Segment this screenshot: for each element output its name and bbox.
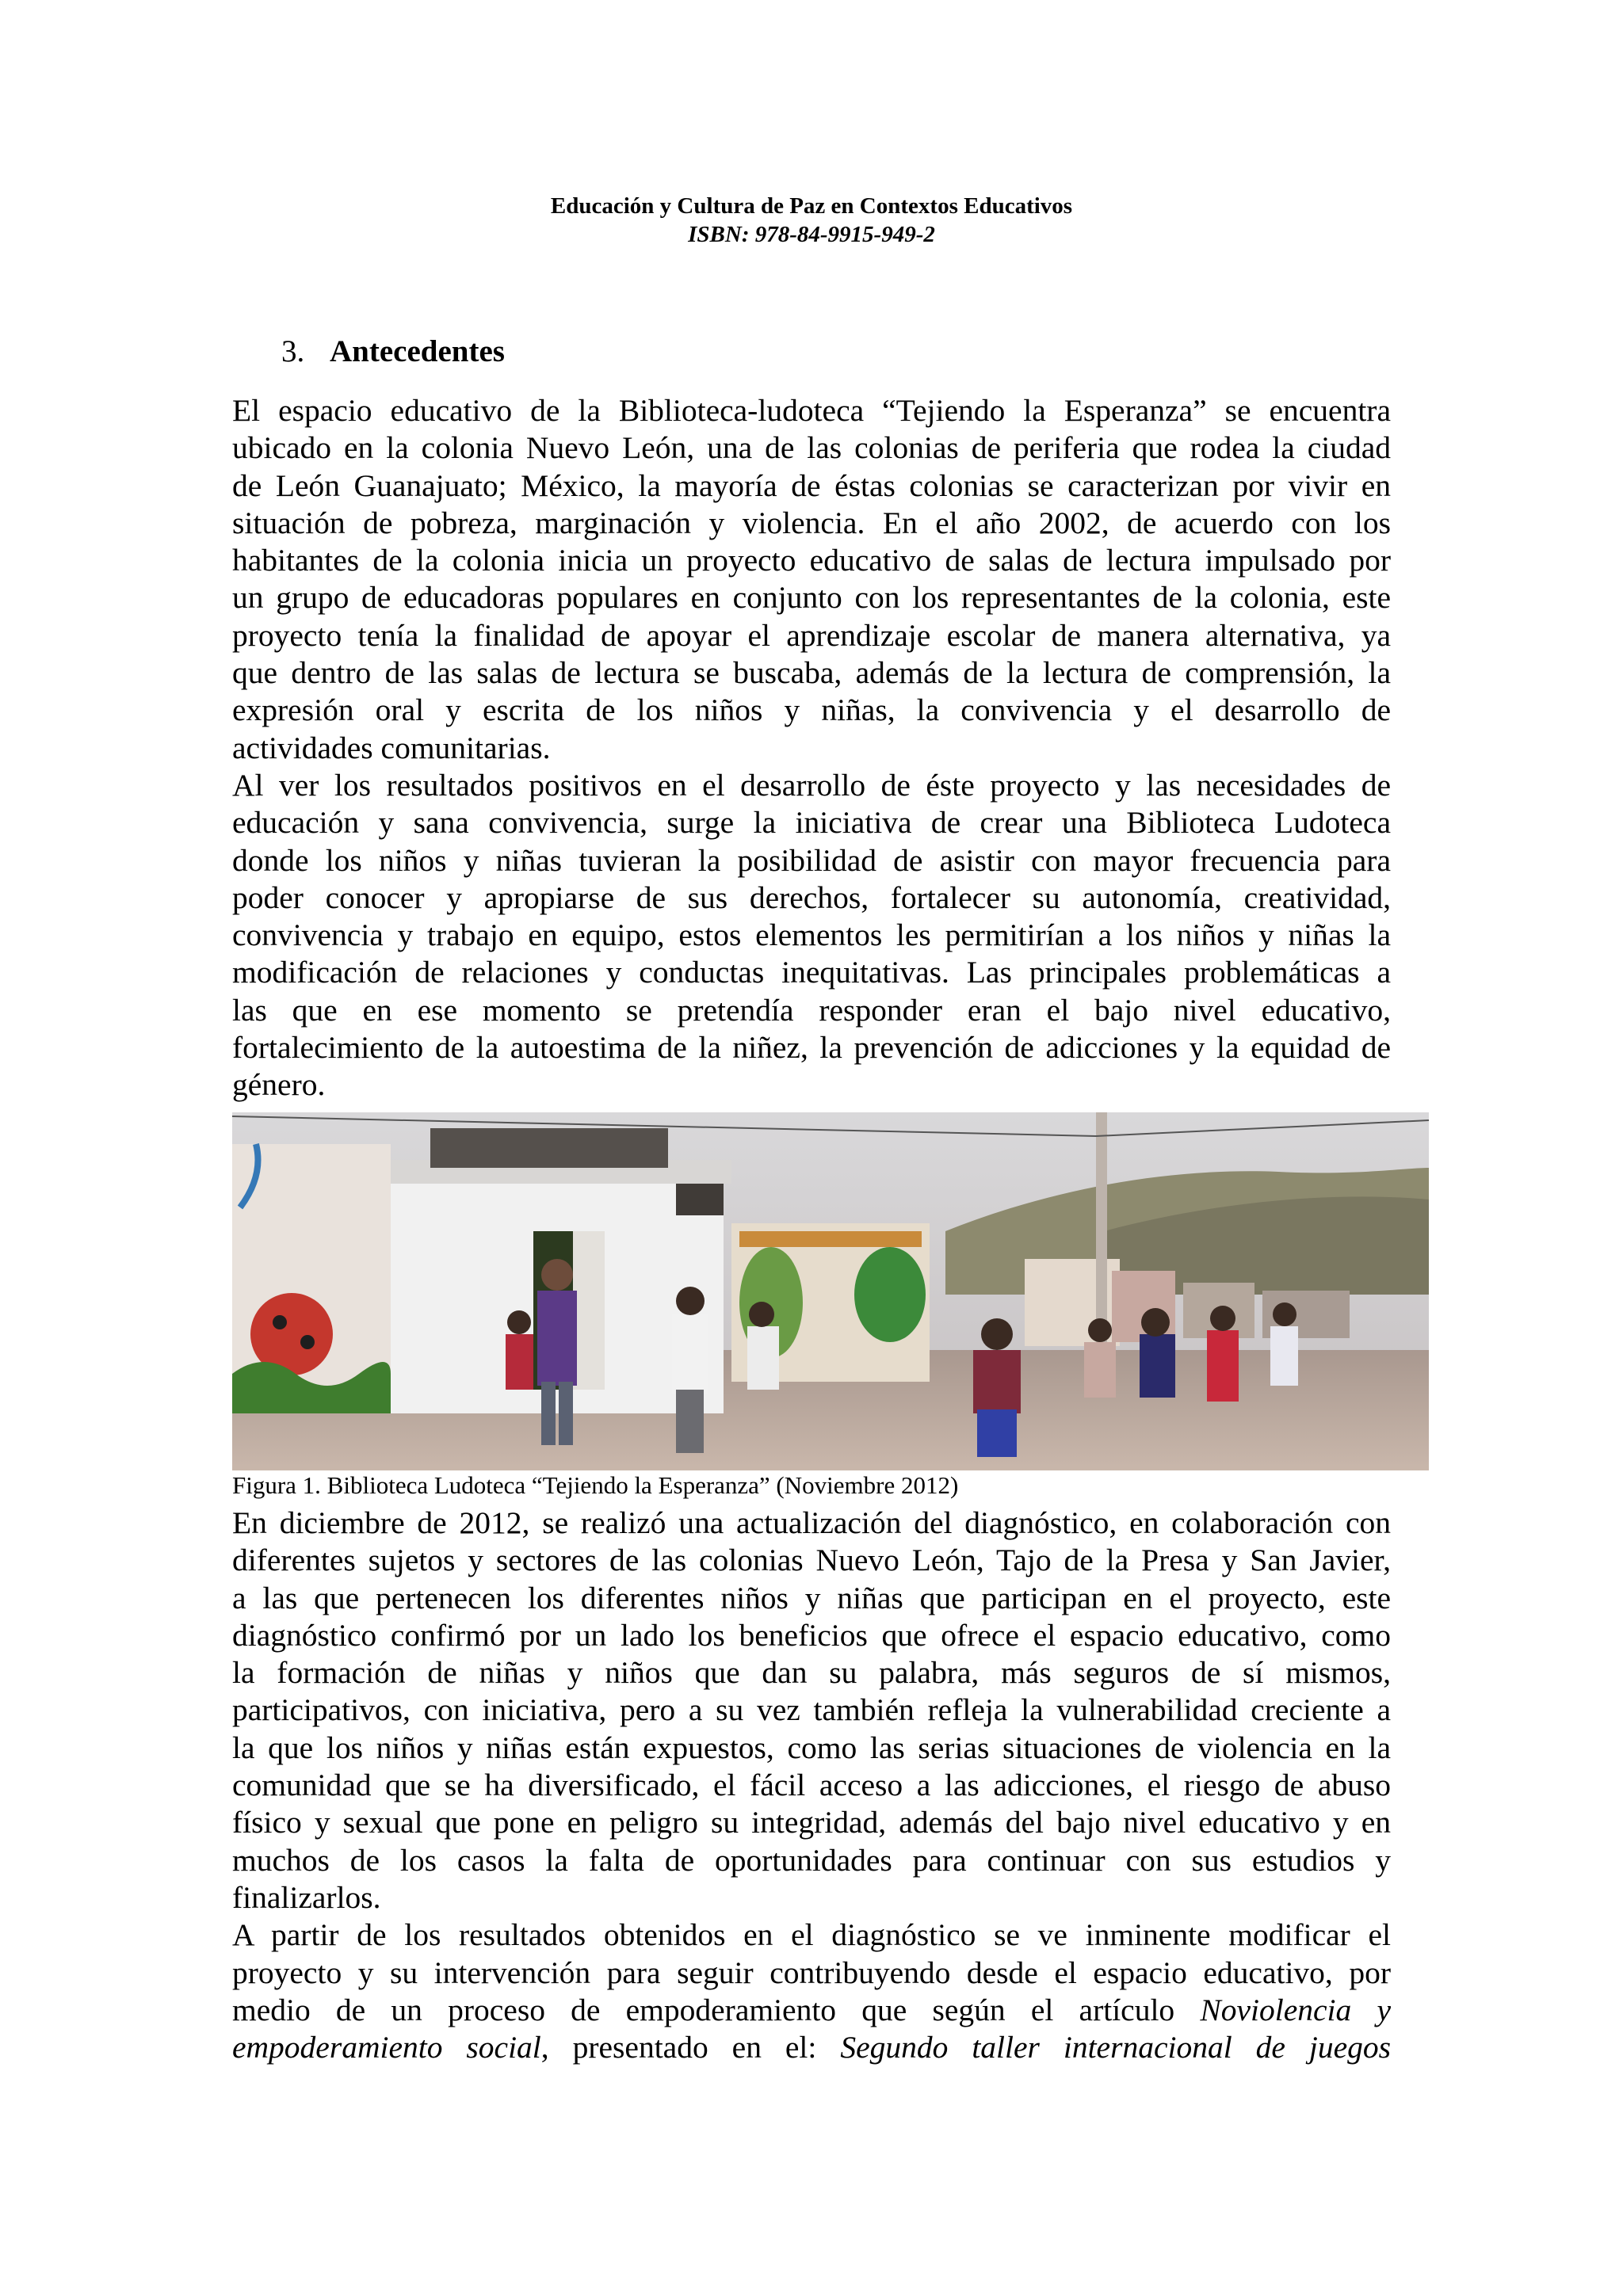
figure-caption: Figura 1. Biblioteca Ludoteca “Tejiendo la Esperanza” (Noviembre 2012) [232,1471,959,1499]
section-heading [281,333,505,371]
text-line [232,2029,1391,2066]
text-line: A partir de los resultados obtenidos en el diagnóstico se ve inminente modificar el [232,1917,1391,1953]
photo-illustration [232,1112,1429,1470]
text-line: situación de pobreza, marginación y violencia. En el año 2002, de acuerdo con los [232,505,1391,540]
text-line: que dentro de las salas de lectura se buscaba, además de la lectura de comprensión, la [232,655,1391,691]
text-fragment: , presentado en el: [540,2030,817,2065]
text-line: la formación de niñas y niños que dan su palabra, más seguros de sí mismos, [232,1655,1391,1691]
section-title: Antecedentes [330,334,505,368]
text-line: participativos, con iniciativa, pero a su vez también refleja la vulnerabilidad creciente a [232,1692,1391,1728]
text-line: de León Guanajuato; México, la mayoría de éstas colonias se caracterizan por vivir en [232,467,1391,503]
text-line: expresión oral y escrita de los niños y niñas, la convivencia y el desarrollo de [232,692,1391,728]
italic-title: Noviolencia y [1200,1992,1391,2027]
text-line: poder conocer y apropiarse de sus derechos, fortalecer su autonomía, creatividad, [232,879,1391,915]
text-line: proyecto tenía la finalidad de apoyar el aprendizaje escolar de manera alternativa, ya [232,617,1391,653]
text-line: convivencia y trabajo en equipo, estos elementos les permitirían a los niños y niñas la [232,917,1391,953]
text-line: género. [232,1067,326,1103]
text-line: comunidad que se ha diversificado, el fácil acceso a las adicciones, el riesgo de abuso [232,1768,1391,1803]
figure-photo [232,1112,1429,1470]
text-line: El espacio educativo de la Biblioteca-ludoteca “Tejiendo la Esperanza” se encuentra [232,393,1391,428]
text-line: fortalecimiento de la autoestima de la niñez, la prevención de adicciones y la equidad de [232,1030,1391,1066]
italic-title: Segundo taller internacional de juegos [840,2030,1391,2065]
text-line: la que los niños y niñas están expuestos, como las serias situaciones de violencia en la [232,1730,1391,1765]
text-line [232,1992,1391,2029]
text-line: las que en ese momento se pretendía responder eran el bajo nivel educativo, [232,992,1391,1028]
isbn: ISBN: 978-84-9915-949-2 [688,222,935,247]
text-line: diagnóstico confirmó por un lado los beneficios que ofrece el espacio educativo, como [232,1617,1391,1653]
paragraph-antecedentes [232,392,1391,1104]
text-line: un grupo de educadoras populares en conjunto con los representantes de la colonia, este [232,580,1391,616]
text-line: habitantes de la colonia inicia un proyecto educativo de salas de lectura impulsado por [232,543,1391,578]
italic-title: empoderamiento social [232,2030,541,2065]
text-line: muchos de los casos la falta de oportunidades para continuar con sus estudios y [232,1842,1391,1878]
text-line: donde los niños y niñas tuvieran la posibilidad de asistir con mayor frecuencia para [232,842,1391,878]
text-line: educación y sana convivencia, surge la iniciativa de crear una Biblioteca Ludoteca [232,805,1391,841]
text-line: finalizarlos. [232,1879,381,1915]
text-line: actividades comunitarias. [232,730,551,765]
paragraph-diagnostico [232,1505,1391,2066]
text-line: diferentes sujetos y sectores de las colonias Nuevo León, Tajo de la Presa y San Javier, [232,1543,1391,1578]
text-line: ubicado en la colonia Nuevo León, una de las colonias de periferia que rodea la ciudad [232,430,1391,466]
section-number: 3. [281,334,305,368]
text-line: modificación de relaciones y conductas inequitativas. Las principales problemáticas a [232,955,1391,990]
running-header [0,192,1623,249]
book-title: Educación y Cultura de Paz en Contextos Educativos [550,193,1073,219]
text-line: a las que pertenecen los diferentes niños y niñas que participan en el proyecto, este [232,1580,1391,1615]
text-line: Al ver los resultados positivos en el desarrollo de éste proyecto y las necesidades de [232,767,1391,803]
text-fragment: medio de un proceso de empoderamiento que según el artículo [232,1992,1175,2027]
text-line: físico y sexual que pone en peligro su integridad, además del bajo nivel educativo y en [232,1805,1391,1840]
text-line: proyecto y su intervención para seguir contribuyendo desde el espacio educativo, por [232,1955,1391,1990]
text-line: En diciembre de 2012, se realizó una actualización del diagnóstico, en colaboración con [232,1505,1391,1540]
